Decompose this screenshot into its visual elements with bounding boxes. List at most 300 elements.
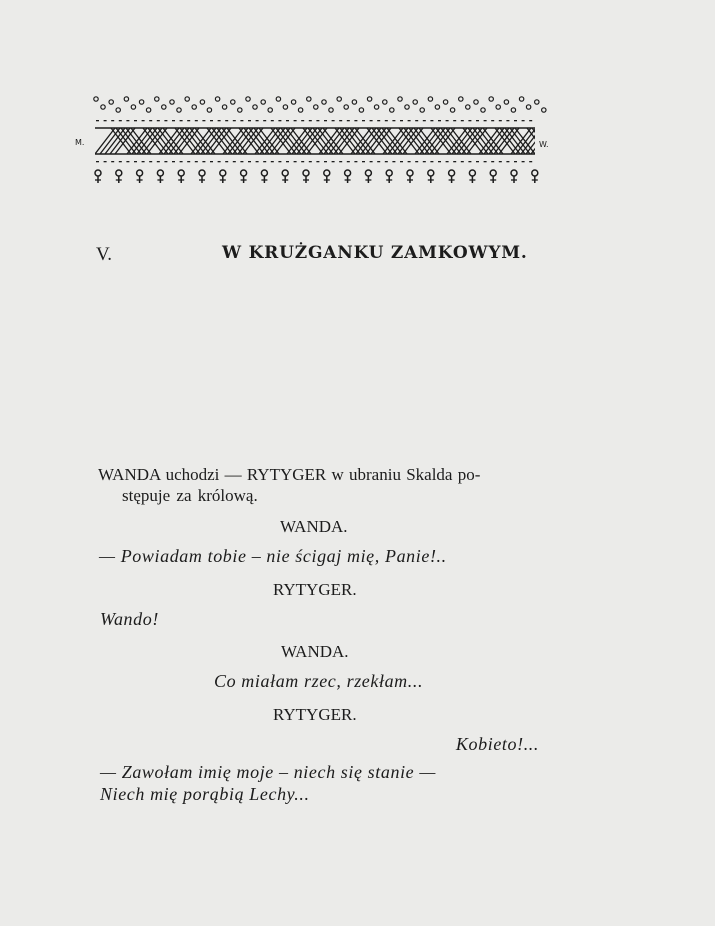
- hatch-line: [211, 128, 231, 154]
- circle-mark: [405, 105, 409, 109]
- hatch-line: [462, 128, 482, 154]
- hatch-line: [175, 128, 195, 154]
- hatch-line: [403, 128, 423, 154]
- circle-mark: [314, 105, 318, 109]
- dialogue-line: — Zawołam imię moje – niech się stanie —: [100, 762, 436, 782]
- circle-mark: [268, 108, 272, 112]
- hatch-line: [335, 128, 355, 154]
- hatch-line: [467, 128, 487, 154]
- dash-mark: [96, 161, 99, 162]
- hatch-line: [308, 128, 328, 154]
- dash-mark: [453, 120, 456, 121]
- hatch-line: [436, 128, 456, 154]
- circle-mark: [131, 105, 135, 109]
- circle-mark: [261, 100, 265, 104]
- hatch-line: [255, 128, 275, 154]
- hatch-line: [275, 128, 295, 154]
- hatch-line: [324, 128, 344, 154]
- female-symbol-icon: [116, 170, 122, 183]
- female-symbol-icon: [490, 170, 496, 183]
- hatch-line: [195, 128, 215, 154]
- dash-mark: [339, 120, 342, 121]
- hatch-line: [238, 128, 258, 154]
- hatch-line: [431, 128, 451, 154]
- hatch-line: [196, 128, 216, 154]
- female-symbol-icon: [95, 170, 101, 183]
- hatch-line: [163, 128, 183, 154]
- hatch-line: [115, 128, 135, 154]
- hatch-line: [351, 128, 371, 154]
- dash-mark: [430, 161, 433, 162]
- dash-mark: [415, 120, 418, 121]
- dash-mark: [142, 161, 145, 162]
- hatch-line: [415, 128, 435, 154]
- dash-mark: [157, 120, 160, 121]
- dash-mark: [218, 161, 221, 162]
- hatch-line: [185, 128, 205, 154]
- dash-mark: [491, 161, 494, 162]
- circle-mark: [276, 97, 280, 101]
- dash-mark: [119, 161, 122, 162]
- decorative-ornament-band: [72, 95, 552, 190]
- circle-mark: [481, 108, 485, 112]
- hatch-line: [484, 128, 504, 154]
- hatch-line: [127, 128, 147, 154]
- circle-mark: [450, 108, 454, 112]
- dash-mark: [423, 120, 426, 121]
- ornament-mark-right: W.: [539, 140, 549, 149]
- circle-mark: [185, 97, 189, 101]
- hatch-line: [419, 128, 439, 154]
- dialogue-line: Kobieto!...: [455, 734, 539, 754]
- hatch-line: [366, 128, 386, 154]
- circle-mark: [291, 100, 295, 104]
- hatch-line: [377, 128, 397, 154]
- dash-mark: [499, 161, 502, 162]
- female-symbol-icon: [220, 170, 226, 183]
- dash-mark: [111, 161, 114, 162]
- circle-mark: [116, 108, 120, 112]
- dash-mark: [301, 120, 304, 121]
- dialogue-line: Niech mię porąbią Lechy...: [100, 784, 310, 804]
- hatch-line: [334, 128, 354, 154]
- dash-mark: [362, 161, 365, 162]
- dash-mark: [271, 120, 274, 121]
- dash-mark: [256, 120, 259, 121]
- dash-mark: [408, 161, 411, 162]
- hatch-line: [446, 128, 466, 154]
- female-symbol-icon: [428, 170, 434, 183]
- hatch-line: [153, 128, 173, 154]
- hatch-line: [190, 128, 210, 154]
- hatch-line: [207, 128, 227, 154]
- circle-mark: [359, 108, 363, 112]
- hatch-line: [495, 128, 515, 154]
- dash-mark: [522, 161, 525, 162]
- dash-mark: [104, 161, 107, 162]
- dash-mark: [491, 120, 494, 121]
- hatch-line: [174, 128, 194, 154]
- female-symbol-icon: [532, 170, 538, 183]
- dash-mark: [468, 161, 471, 162]
- hatch-line: [243, 128, 263, 154]
- hatch-line: [228, 128, 248, 154]
- dash-mark: [286, 120, 289, 121]
- dash-mark: [263, 120, 266, 121]
- dash-mark: [446, 161, 449, 162]
- hatch-line: [479, 128, 499, 154]
- dash-mark: [354, 161, 357, 162]
- circle-mark: [504, 100, 508, 104]
- hatch-line: [361, 128, 381, 154]
- circle-mark: [222, 105, 226, 109]
- hatch-line: [313, 128, 333, 154]
- hatch-line: [110, 128, 130, 154]
- hatch-line: [323, 128, 343, 154]
- dash-mark: [423, 161, 426, 162]
- dash-mark: [468, 120, 471, 121]
- female-symbol-icon: [241, 170, 247, 183]
- dash-mark: [446, 120, 449, 121]
- dash-mark: [514, 161, 517, 162]
- circle-mark: [435, 105, 439, 109]
- circle-mark: [459, 97, 463, 101]
- female-symbol-icon: [365, 170, 371, 183]
- hatch-line: [345, 128, 365, 154]
- dash-mark: [233, 161, 236, 162]
- dash-mark: [149, 161, 152, 162]
- circle-mark: [511, 108, 515, 112]
- hatch-line: [388, 128, 408, 154]
- hatch-line: [254, 128, 274, 154]
- dash-mark: [248, 120, 251, 121]
- hatch-line: [382, 128, 402, 154]
- dash-mark: [187, 161, 190, 162]
- dash-mark: [370, 161, 373, 162]
- hatch-line: [260, 128, 280, 154]
- hatch-line: [291, 128, 311, 154]
- dash-mark: [210, 120, 213, 121]
- hatch-line: [483, 128, 503, 154]
- female-symbol-icon: [345, 170, 351, 183]
- female-symbol-icon: [407, 170, 413, 183]
- hatch-line: [425, 128, 445, 154]
- hatch-line: [494, 128, 514, 154]
- dash-mark: [233, 120, 236, 121]
- circle-mark: [474, 100, 478, 104]
- dialogue-line: Co miałam rzec, rzekłam...: [214, 671, 424, 691]
- dash-mark: [157, 161, 160, 162]
- stage-direction-line-2: stępuje za królową.: [122, 486, 258, 505]
- circle-mark: [322, 100, 326, 104]
- dash-mark: [240, 161, 243, 162]
- hatch-line: [511, 128, 531, 154]
- dash-mark: [134, 120, 137, 121]
- circle-mark: [139, 100, 143, 104]
- dash-mark: [392, 120, 395, 121]
- hatch-line: [457, 128, 477, 154]
- dash-mark: [484, 120, 487, 121]
- dash-mark: [461, 120, 464, 121]
- hatch-line: [111, 128, 131, 154]
- dash-mark: [506, 161, 509, 162]
- circle-mark: [390, 108, 394, 112]
- female-symbol-icon: [449, 170, 455, 183]
- female-symbol-icon: [157, 170, 163, 183]
- female-symbol-icon: [324, 170, 330, 183]
- circle-mark: [238, 108, 242, 112]
- female-symbol-icon: [511, 170, 517, 183]
- dash-mark: [142, 120, 145, 121]
- dash-mark: [278, 120, 281, 121]
- hatch-line: [478, 128, 498, 154]
- chapter-title: W KRUŻGANKU ZAMKOWYM.: [222, 243, 528, 263]
- female-symbol-icon: [282, 170, 288, 183]
- hatch-line: [371, 128, 391, 154]
- dash-mark: [180, 120, 183, 121]
- speaker-name: RYTYGER.: [273, 705, 357, 724]
- hatch-line: [191, 128, 211, 154]
- female-symbol-icon: [303, 170, 309, 183]
- dash-mark: [104, 120, 107, 121]
- dash-mark: [240, 120, 243, 121]
- hatch-line: [287, 128, 307, 154]
- dash-mark: [294, 161, 297, 162]
- dash-mark: [286, 161, 289, 162]
- circle-mark: [352, 100, 356, 104]
- dash-mark: [149, 120, 152, 121]
- dash-mark: [172, 120, 175, 121]
- hatch-line: [164, 128, 184, 154]
- hatch-line: [521, 128, 541, 154]
- circle-mark: [420, 108, 424, 112]
- dash-mark: [385, 161, 388, 162]
- hatch-line: [265, 128, 285, 154]
- circle-mark: [283, 105, 287, 109]
- dash-mark: [210, 161, 213, 162]
- speaker-name: WANDA.: [280, 517, 348, 536]
- dash-mark: [271, 161, 274, 162]
- circle-mark: [101, 105, 105, 109]
- dash-mark: [415, 161, 418, 162]
- chapter-number: V.: [96, 244, 113, 265]
- hatch-line: [447, 128, 467, 154]
- hatch-line: [222, 128, 242, 154]
- dash-mark: [522, 120, 525, 121]
- hatch-line: [318, 128, 338, 154]
- dash-mark: [476, 120, 479, 121]
- hatch-line: [201, 128, 221, 154]
- hatch-line: [239, 128, 259, 154]
- dash-mark: [529, 161, 532, 162]
- circle-mark: [526, 105, 530, 109]
- hatch-line: [387, 128, 407, 154]
- circle-mark: [367, 97, 371, 101]
- hatch-line: [451, 128, 471, 154]
- hatch-line: [159, 128, 179, 154]
- dash-mark: [430, 120, 433, 121]
- hatch-line: [270, 128, 290, 154]
- dash-mark: [256, 161, 259, 162]
- circle-mark: [215, 97, 219, 101]
- female-symbol-icon: [261, 170, 267, 183]
- dash-mark: [377, 120, 380, 121]
- circle-mark: [200, 100, 204, 104]
- dash-mark: [316, 161, 319, 162]
- hatch-line: [350, 128, 370, 154]
- hatch-line: [271, 128, 291, 154]
- circle-mark: [374, 105, 378, 109]
- hatch-line: [281, 128, 301, 154]
- hatch-line: [329, 128, 349, 154]
- dash-mark: [339, 161, 342, 162]
- circle-mark: [170, 100, 174, 104]
- circle-mark: [496, 105, 500, 109]
- circle-mark: [329, 108, 333, 112]
- circle-mark: [383, 100, 387, 104]
- dash-mark: [218, 120, 221, 121]
- hatch-line: [499, 128, 519, 154]
- hatch-line: [148, 128, 168, 154]
- speaker-name: RYTYGER.: [273, 580, 357, 599]
- dialogue-line: Wando!: [100, 609, 159, 629]
- hatch-line: [105, 128, 125, 154]
- hatch-line: [420, 128, 440, 154]
- hatch-line: [233, 128, 253, 154]
- dash-mark: [385, 120, 388, 121]
- dash-mark: [377, 161, 380, 162]
- speaker-name: WANDA.: [281, 642, 349, 661]
- dash-mark: [529, 120, 532, 121]
- hatch-line: [158, 128, 178, 154]
- circle-mark: [155, 97, 159, 101]
- circle-mark: [542, 108, 546, 112]
- dash-mark: [195, 161, 198, 162]
- dash-mark: [316, 120, 319, 121]
- dash-mark: [324, 120, 327, 121]
- hatch-line: [393, 128, 413, 154]
- hatch-line: [367, 128, 387, 154]
- hatch-line: [131, 128, 151, 154]
- dash-mark: [362, 120, 365, 121]
- hatch-line: [452, 128, 472, 154]
- dash-mark: [202, 161, 205, 162]
- circle-mark: [413, 100, 417, 104]
- hatch-line: [244, 128, 264, 154]
- circle-mark: [246, 97, 250, 101]
- dash-mark: [195, 120, 198, 121]
- hatch-line: [372, 128, 392, 154]
- hatch-line: [319, 128, 339, 154]
- circle-mark: [535, 100, 539, 104]
- hatch-line: [137, 128, 157, 154]
- dash-mark: [354, 120, 357, 121]
- hatch-line: [414, 128, 434, 154]
- hatch-line: [223, 128, 243, 154]
- hatch-line: [340, 128, 360, 154]
- dash-mark: [324, 161, 327, 162]
- hatch-line: [489, 128, 509, 154]
- hatch-line: [383, 128, 403, 154]
- dash-mark: [499, 120, 502, 121]
- dash-mark: [438, 161, 441, 162]
- hatch-line: [398, 128, 418, 154]
- circle-mark: [489, 97, 493, 101]
- hatch-line: [227, 128, 247, 154]
- hatch-line: [505, 128, 525, 154]
- hatch-line: [147, 128, 167, 154]
- circle-mark: [177, 108, 181, 112]
- hatch-line: [430, 128, 450, 154]
- hatch-line: [302, 128, 322, 154]
- dash-mark: [126, 120, 129, 121]
- dash-mark: [408, 120, 411, 121]
- dash-mark: [187, 120, 190, 121]
- circle-mark: [207, 108, 211, 112]
- hatch-line: [404, 128, 424, 154]
- circle-mark: [307, 97, 311, 101]
- dialogue-line: — Powiadam tobie – nie ścigaj mię, Panie!..: [99, 546, 447, 566]
- dash-mark: [484, 161, 487, 162]
- circle-mark: [253, 105, 257, 109]
- circle-mark: [519, 97, 523, 101]
- female-symbol-icon: [386, 170, 392, 183]
- dash-mark: [453, 161, 456, 162]
- circle-mark: [146, 108, 150, 112]
- hatch-line: [399, 128, 419, 154]
- stage-direction-line-1: WANDA uchodzi — RYTYGER w ubraniu Skalda po-: [98, 465, 481, 484]
- hatch-line: [121, 128, 141, 154]
- hatch-line: [297, 128, 317, 154]
- circle-mark: [337, 97, 341, 101]
- dash-mark: [180, 161, 183, 162]
- hatch-line: [307, 128, 327, 154]
- circle-mark: [192, 105, 196, 109]
- hatch-line: [356, 128, 376, 154]
- dash-mark: [96, 120, 99, 121]
- dash-mark: [400, 161, 403, 162]
- dash-mark: [438, 120, 441, 121]
- hatch-line: [292, 128, 312, 154]
- hatch-line: [142, 128, 162, 154]
- circle-mark: [443, 100, 447, 104]
- dash-mark: [309, 120, 312, 121]
- hatch-line: [441, 128, 461, 154]
- hatch-line: [116, 128, 136, 154]
- dash-mark: [332, 120, 335, 121]
- circle-pattern-row: [94, 97, 546, 112]
- circle-mark: [466, 105, 470, 109]
- dash-mark: [119, 120, 122, 121]
- dash-mark: [248, 161, 251, 162]
- female-symbol-icon: [199, 170, 205, 183]
- hatch-line: [217, 128, 237, 154]
- circle-mark: [94, 97, 98, 101]
- circle-mark: [162, 105, 166, 109]
- dash-mark: [347, 120, 350, 121]
- hatch-line: [468, 128, 488, 154]
- female-symbol-icon: [469, 170, 475, 183]
- dash-mark: [202, 120, 205, 121]
- hatch-line: [180, 128, 200, 154]
- hatch-line: [409, 128, 429, 154]
- circle-mark: [344, 105, 348, 109]
- hatch-line: [355, 128, 375, 154]
- hatch-line: [286, 128, 306, 154]
- hatch-line: [510, 128, 530, 154]
- dash-mark: [332, 161, 335, 162]
- hatched-band: [95, 128, 552, 154]
